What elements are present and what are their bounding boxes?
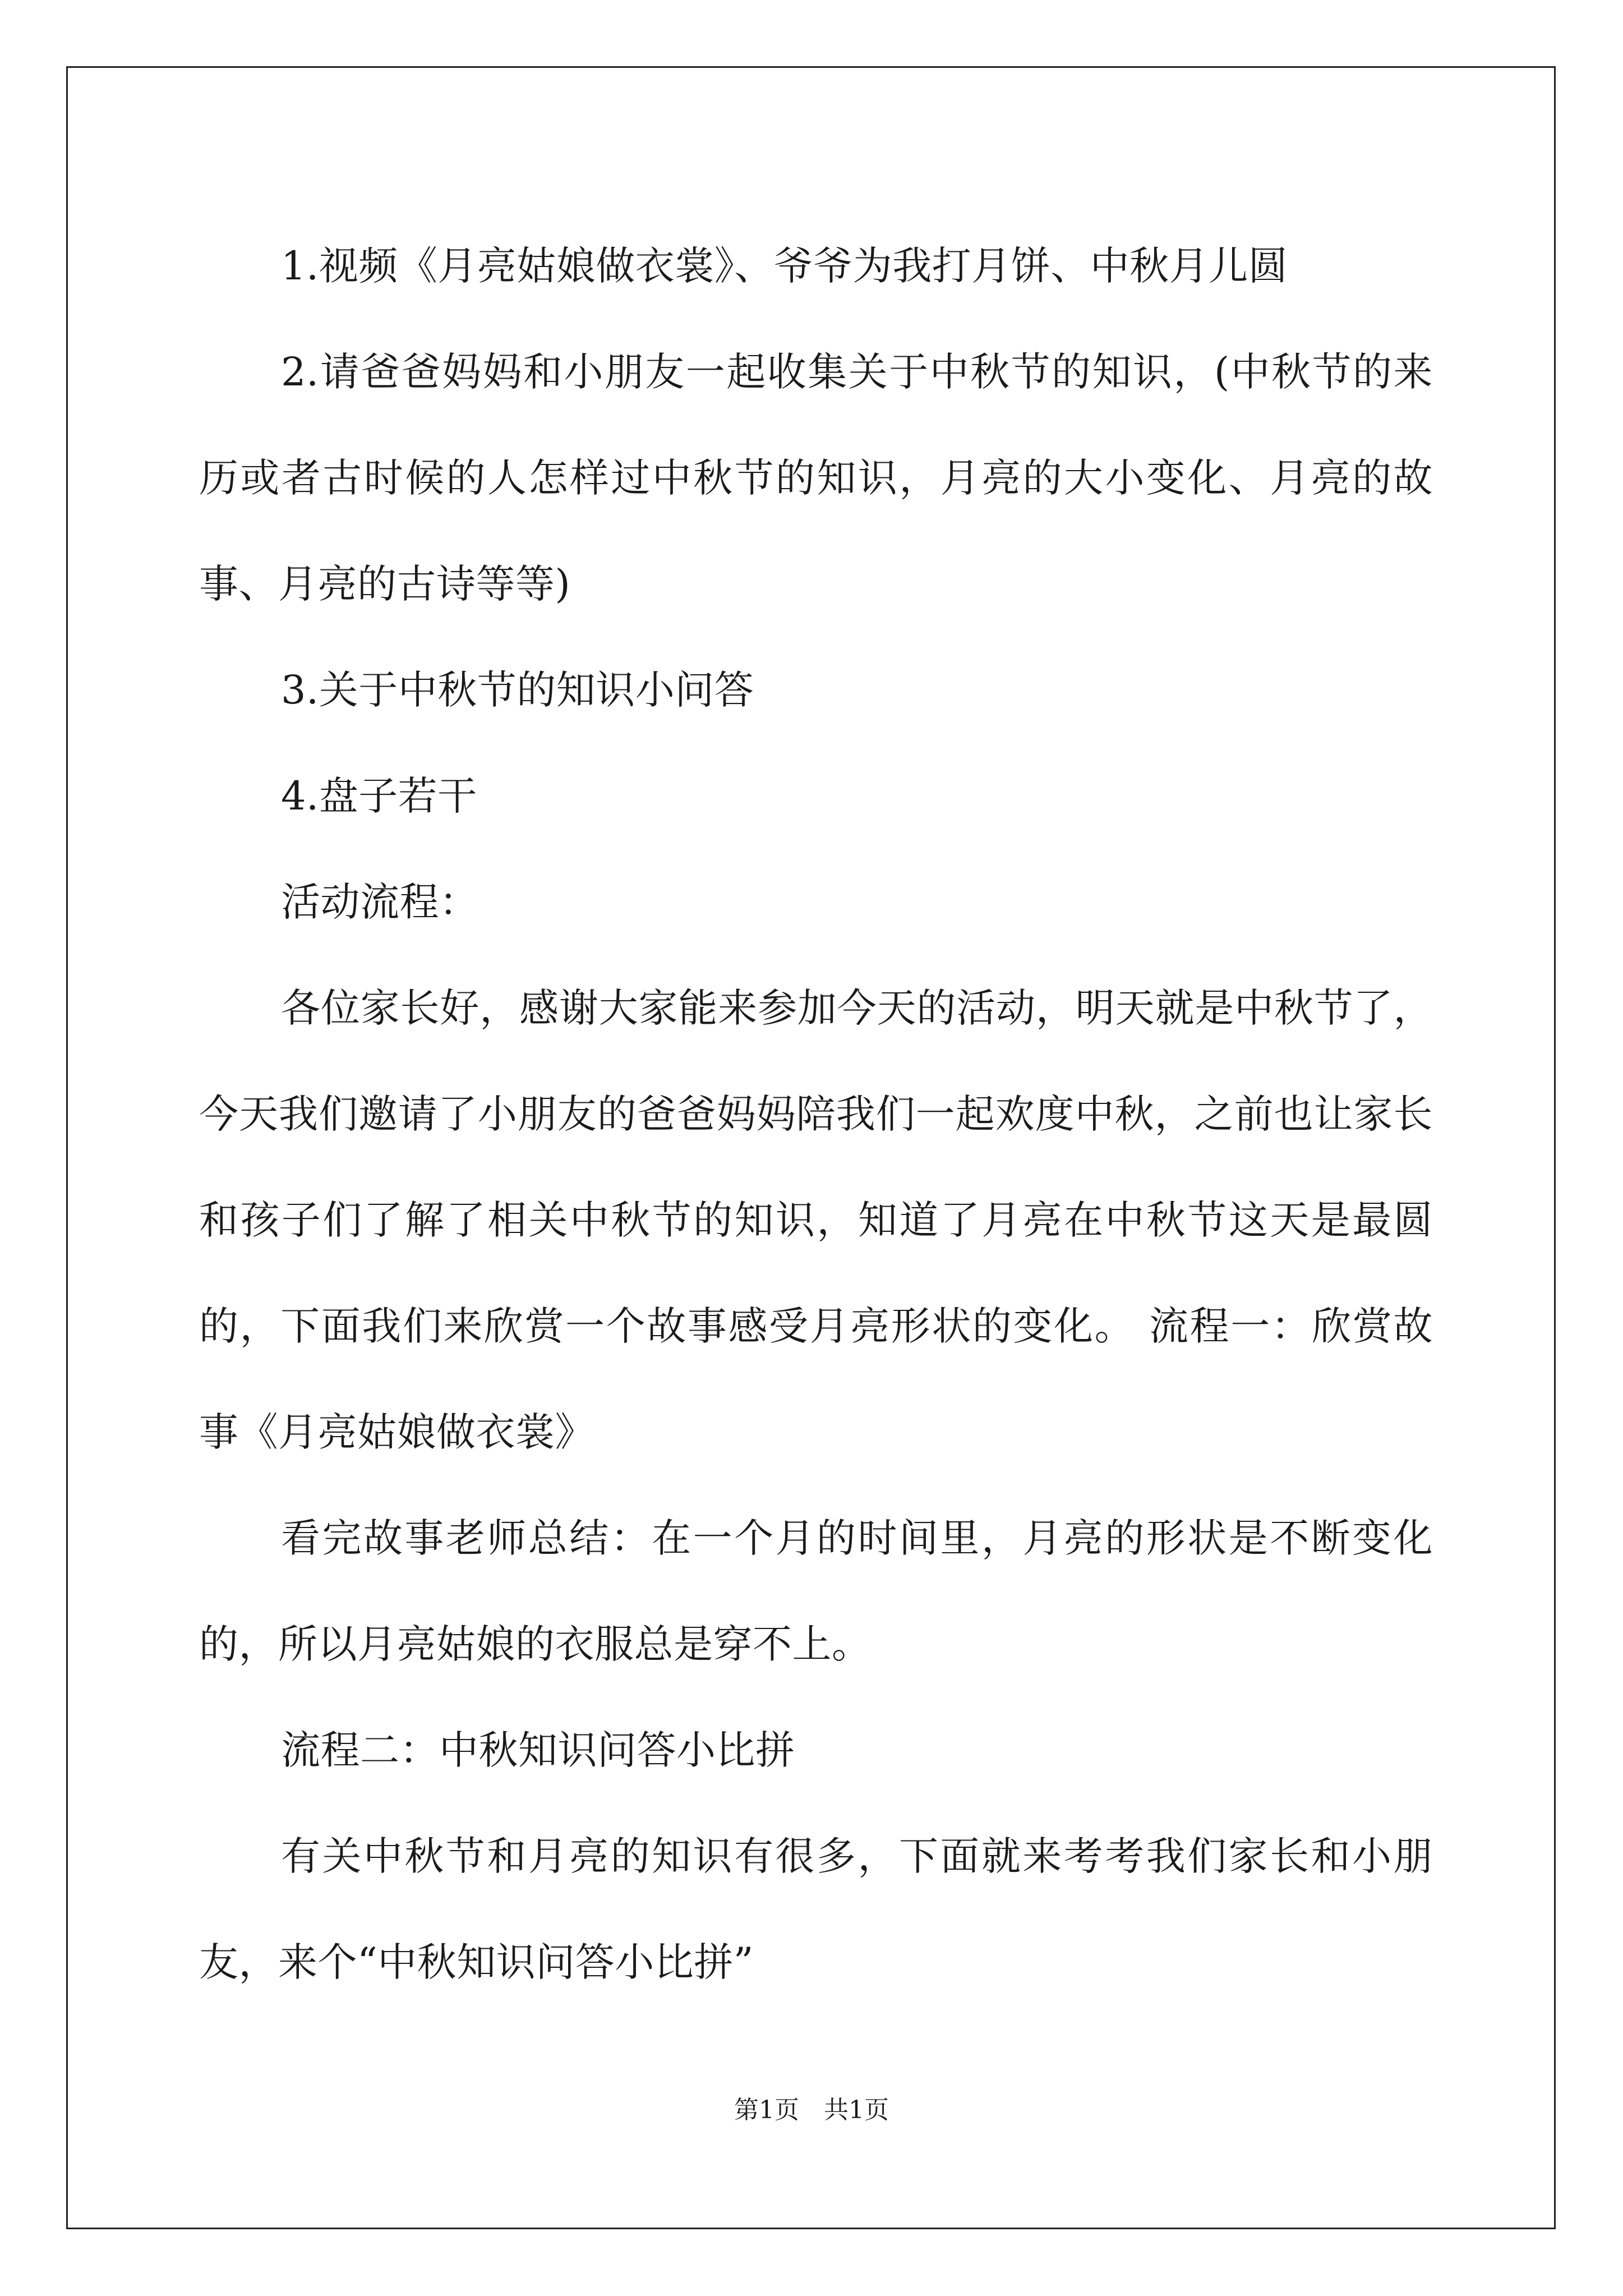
- section-heading-process-two: 流程二：中秋知识问答小比拼: [281, 1727, 795, 1773]
- paragraph-story-summary: 看完故事老师总结：在一个月的时间里，月亮的形状是不断变化的，所以月亮姑娘的衣服总是穿不上。: [199, 1515, 1433, 1667]
- paragraph-quiz-intro: 有关中秋节和月亮的知识有很多，下面就来考考我们家长和小朋友，来个“中秋知识问答小比拼”: [199, 1833, 1433, 1985]
- section-heading-activity-process: 活动流程：: [281, 879, 479, 925]
- paragraph-materials-quiz: 3.关于中秋节的知识小问答: [281, 667, 754, 713]
- paragraph-materials-plates: 4.盘子若干: [281, 773, 477, 819]
- page-footer: [0, 2093, 1623, 2127]
- page-number: 第1页: [734, 2096, 799, 2124]
- document-body: [199, 213, 1433, 2016]
- paragraph-opening-remarks: 各位家长好，感谢大家能来参加今天的活动，明天就是中秋节了，今天我们邀请了小朋友的爸爸妈妈陪我们一起欢度中秋，之前也让家长和孩子们了解了相关中秋节的知识，知道了月亮在中秋节这天是最圆的，下面我们来欣赏一个故事感受月亮形状的变化。 流程一：欣赏故事《月亮姑娘做衣裳》: [199, 985, 1433, 1455]
- paragraph-materials-video: 1.视频《月亮姑娘做衣裳》、爷爷为我打月饼、中秋月儿圆: [281, 243, 1288, 289]
- paragraph-materials-knowledge: 2.请爸爸妈妈和小朋友一起收集关于中秋节的知识，(中秋节的来历或者古时候的人怎样过中秋节的知识，月亮的大小变化、月亮的故事、月亮的古诗等等): [199, 349, 1433, 607]
- page-total: 共1页: [824, 2096, 889, 2124]
